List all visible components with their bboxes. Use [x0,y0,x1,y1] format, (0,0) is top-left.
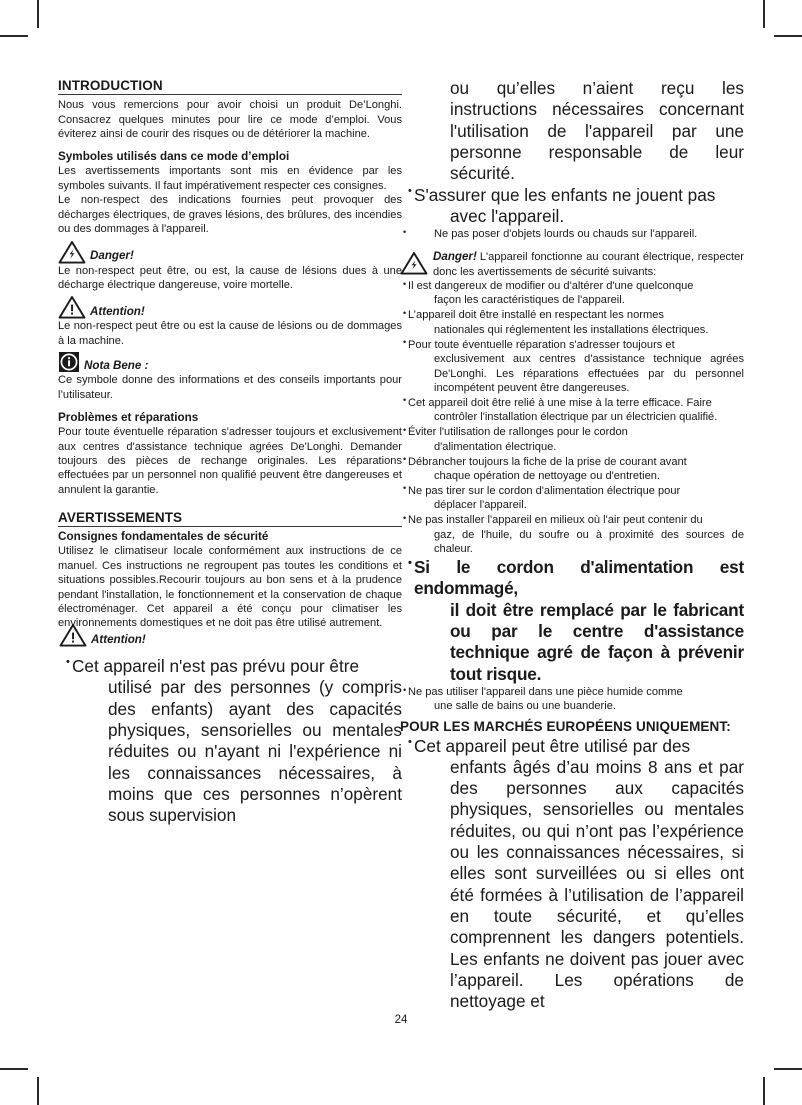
introduction-rule [58,94,402,95]
bullet-lead-line: • Débrancher toujours la fiche de la prise de courant avant [408,455,687,468]
warnings-heading: AVERTISSEMENTS [58,510,183,526]
list-item [400,557,744,685]
eu-markets-bullet-list [400,736,744,1013]
left-big-bullet-list [58,656,402,827]
right-column [400,78,744,1013]
bullet-lead-line: • Il est dangereux de modifier ou d'altérer d'une quelconque [408,280,694,293]
crop-mark-top-left-horizontal [0,35,28,37]
nota-bene-paragraph: Ce symbole donne des informations et des conseils importants pour l’utilisateur. [58,374,402,401]
danger-label-right: Danger! [433,250,477,264]
list-item [400,279,744,308]
bullet-lead-line: • L’appareil doit être installé en respectant les normes [408,309,664,322]
continuation-paragraph: ou qu’elles n’aient reçu les instructions nécessaires concernant l'utilisation de l'appareil par une personne responsable de leur sécurité. [450,78,744,184]
bullet-body-text: gaz, de l'huile, du soufre ou à proximité des sources de chaleur. [434,528,744,556]
nota-bene-callout [58,351,402,373]
symbols-heading: Symboles utilisés dans ce mode d’emploi [58,150,290,164]
list-item [400,736,744,1013]
problems-paragraph: Pour toute éventuelle réparation s'adresser toujours et exclusivement aux centres d'assistance technique agrées De'Longhi. Demander toujours des pièces de rechange originales. Les réparations effectuées par un personnel non qualifié peuvent être dangereuses et annulent la garantie. [58,426,402,496]
bullet-lead-line: • Cet appareil doit être relié à une mise à la terre efficace. Faire [408,396,712,409]
warning-triangle-exclamation-icon [59,623,87,647]
bullet-body-text: il doit être remplacé par le fabricant ou par le centre d'assistance technique agré de façon à prévenir tout risque. [450,599,744,684]
left-column [58,78,402,826]
symbols-paragraph-2: Le non-respect des indications fournies peut provoquer des décharges électriques, de graves lésions, des brûlures, des incendies ou des dommages à l'appareil. [58,194,402,236]
warnings-paragraph: Utilisez le climatiseur locale conformément aux instructions de ce manuel. Ces instructions ne regroupent pas toutes les conditions et situations possibles.Recourir toujours au bon sens et à la prudence pendant l'installation, le fonctionnement et la conservation de chaque électroménager. Cet appareil a été conçu pour climatiser les environnements domestiques et ne doit pas être utilisé autrement. [58,545,402,630]
info-square-icon [58,351,80,373]
crop-mark-bottom-right-vertical [763,1077,765,1105]
eu-markets-heading: POUR LES MARCHÉS EUROPÉENS UNIQUEMENT: [400,719,731,735]
bullet-lead-line: • Si le cordon d'alimentation est endommagé, [414,557,744,599]
list-item [400,185,744,228]
nota-bene-label: Nota Bene : [84,358,149,372]
bullet-body-text: avec l'appareil. [450,205,565,226]
bullet-body-text: contrôler l'installation électrique par un électricien qualifié. [434,411,718,424]
bullet-lead-line: • S'assurer que les enfants ne jouent pas [414,184,716,205]
power-cord-bullet-list [400,557,744,685]
children-bullet-list [400,185,744,228]
introduction-paragraph: Nous vous remercions pour avoir choisi un produit De’Longhi. Consacrez quelques minutes pour lire ce mode d’emploi. Vous éviterez ainsi de courir des risques ou de détériorer la machine. [58,99,402,140]
list-item [400,455,744,484]
bullet-body-text: façon les caractéristiques de l'appareil. [434,294,625,307]
bullet-lead-line: • Ne pas installer l'appareil en milieux où l'air peut contenir du [408,514,703,527]
objects-bullet-list [400,227,744,241]
danger-label: Danger! [90,249,134,263]
bullet-body-text: exclusivement aux centres d'assistance technique agrées De'Longhi. Les réparations effectuées par du personnel incompétent peuvent être dangereuses. [434,353,744,395]
introduction-heading: INTRODUCTION [58,78,163,93]
crop-mark-top-right-vertical [763,0,765,28]
list-item [400,396,744,425]
attention-paragraph: Le non-respect peut être ou est la cause de lésions ou de dommages à la machine. [58,320,402,347]
symbols-paragraph-1: Les avertissements importants sont mis en évidence par les symboles suivants. Il faut impérativement respecter ces consignes. [58,165,402,192]
list-item [400,425,744,454]
bullet-body-text: une salle de bains ou une buanderie. [434,700,616,713]
page-number: 24 [394,1014,408,1026]
bullet-body-text: Ne pas poser d'objets lourds ou chauds sur l'appareil. [434,228,698,241]
problems-heading: Problèmes et réparations [58,411,199,425]
list-item [400,513,744,556]
bullet-lead-line: • Cet appareil n'est pas prévu pour être [72,655,360,676]
danger-callout [58,240,402,264]
bullet-body-text: d'alimentation électrique. [434,440,557,453]
bullet-body-text: déplacer l'appareil. [434,499,527,512]
crop-mark-bottom-left-vertical [37,1077,39,1105]
list-item [400,484,744,513]
safety-bullet-list [400,279,744,557]
bullet-lead-line: • Pour toute éventuelle réparation s'adresser toujours et [408,338,675,351]
bullet-body-text: nationales qui réglementent les installations électriques. [434,323,709,336]
list-item [58,656,402,827]
crop-mark-bottom-right-horizontal [774,1068,802,1070]
bullet-lead-line: • Cet appareil peut être utilisé par des [414,735,691,756]
list-item [400,308,744,337]
warning-triangle-lightning-icon [400,251,428,275]
bullet-lead-line: • Ne pas tirer sur le cordon d'alimentation électrique pour [408,484,681,497]
attention-label-2: Attention! [91,632,146,646]
warning-triangle-exclamation-icon [58,295,86,319]
crop-mark-top-right-horizontal [774,35,802,37]
danger-paragraph: Le non-respect peut être, ou est, la cause de lésions dues à une décharge électrique dangereuse, voire mortelle. [58,264,402,291]
crop-mark-top-left-vertical [37,0,39,28]
humid-room-bullet-list [400,685,744,714]
list-item [400,227,744,241]
attention-callout [58,295,402,319]
list-item [400,338,744,396]
danger-callout-right [400,250,744,279]
attention-label: Attention! [90,305,145,319]
bullet-lead-line: • Ne pas utiliser l'appareil dans une pièce humide comme [408,686,683,699]
bullet-body-text: utilisé par des personnes (y compris des enfants) ayant des capacités physiques, sensorielles ou mentales réduites ou n'ayant ni l'expérience ni les connaissances nécessaires, à moins que ces personnes n’opèrent sous supervision [108,677,402,826]
warnings-rule [58,526,402,527]
bullet-body-text: chaque opération de nettoyage ou d'entretien. [434,470,661,483]
warning-triangle-lightning-icon [58,240,86,264]
bullet-body-text: enfants âgés d’au moins 8 ans et par des personnes aux capacités physiques, sensorielles ou mentales réduites, ou qui n’ont pas l’expérience ou les connaissances nécessaires, si elles sont surveillées ou si elles ont été formées à l’utilisation de l’appareil en toute sécurité, et qu’elles comprennent les dangers potentiels. Les enfants ne doivent pas jouer avec l’appareil. Les opérations de nettoyage et [450,756,744,1012]
bullet-lead-line: • Éviter l'utilisation de rallonges pour le cordon [408,426,628,439]
danger-paragraph-right: L'appareil fonctionne au courant électrique, respecter donc les avertissements de sécurité suivants: [433,251,744,278]
crop-mark-bottom-left-horizontal [0,1068,28,1070]
list-item [400,685,744,714]
safety-guidelines-heading: Consignes fondamentales de sécurité [58,530,269,544]
